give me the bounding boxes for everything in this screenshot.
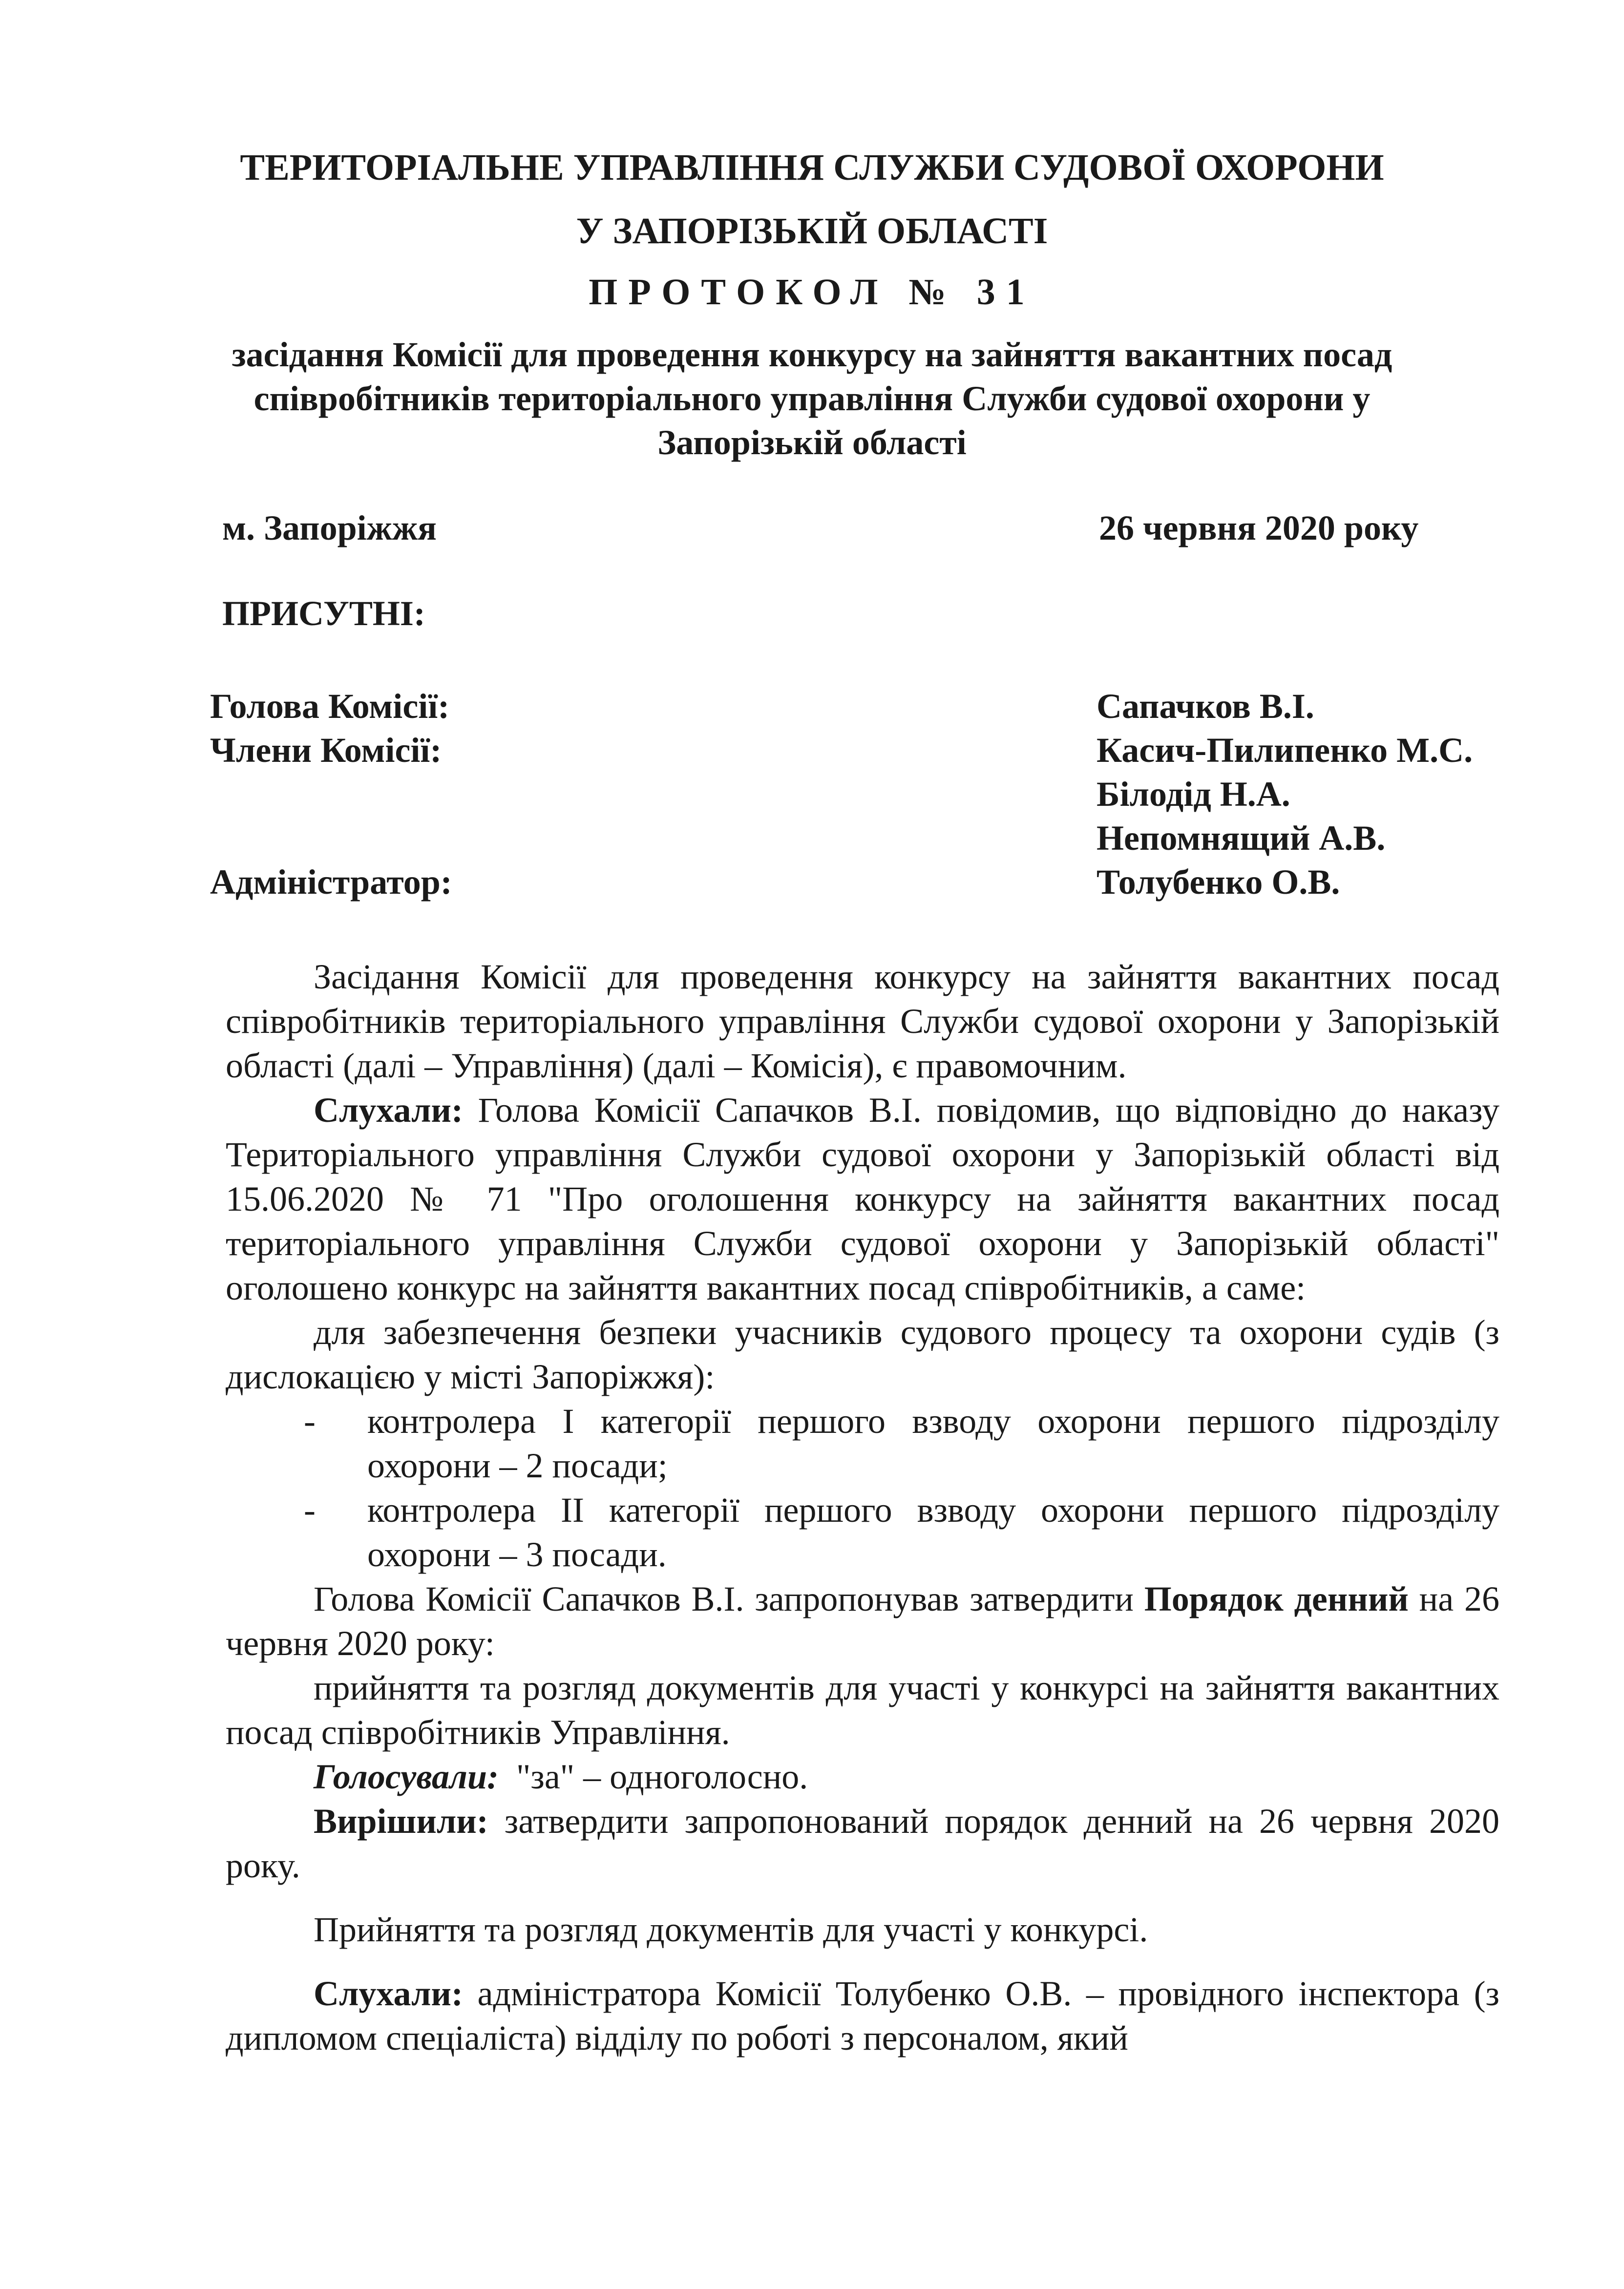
vote-text: "за" – одноголосно. [498, 1757, 808, 1796]
document-body [226, 955, 1499, 2060]
members-label: Члени Комісії: [210, 731, 442, 770]
member-name: Білодід Н.А. [1097, 775, 1290, 814]
paragraph-agenda-proposal [226, 1577, 1499, 1666]
paragraph-heard-chair [226, 1088, 1499, 1310]
admin-name: Толубенко О.В. [1097, 862, 1340, 902]
date: 26 червня 2020 року [1099, 508, 1419, 547]
member-name: Касич-Пилипенко М.С. [1097, 731, 1473, 770]
present-label: ПРИСУТНІ: [222, 594, 425, 633]
org-title-line1: ТЕРИТОРІАЛЬНЕ УПРАВЛІННЯ СЛУЖБИ СУДОВОЇ ОХОРОНИ [240, 147, 1384, 188]
decided-text: затвердити запропонований порядок денний на 26 червня 2020 року. [226, 1802, 1499, 1885]
paragraph-decision [226, 1799, 1499, 1888]
vote-label: Голосували: [314, 1757, 499, 1796]
admin-label: Адміністратор: [210, 862, 452, 902]
org-title-line2: У ЗАПОРІЗЬКІЙ ОБЛАСТІ [576, 210, 1048, 252]
subtitle-line1: засідання Комісії для проведення конкурсу на зайняття вакантних посад [232, 335, 1392, 374]
paragraph-quorum: Засідання Комісії для проведення конкурсу на зайняття вакантних посад співробітників територіального управління Служби судової охорони у Запорізькій області (далі – Управління) (далі – Комісія), є правомочним. [226, 957, 1499, 1085]
member-name: Непомнящий А.В. [1097, 819, 1386, 858]
heard-label: Слухали: [314, 1974, 463, 2013]
decided-label: Вирішили: [314, 1802, 488, 1841]
heard-text: Голова Комісії Сапачков В.І. повідомив, що відповідно до наказу Територіального управління Служби судової охорони у Запорізькій області від 15.06.2020 № 71 "Про оголошення конкурсу на зайняття вакантних посад територіального управління Служби судової охорони у Запорізькій області" оголошено конкурс на зайняття вакантних посад співробітників, а саме: [226, 1091, 1499, 1307]
paragraph-heard-admin [226, 1972, 1499, 2060]
list-marker: - [304, 1402, 316, 1441]
subtitle-line3: Запорізькій області [657, 423, 967, 462]
agenda-text-before: Голова Комісії Сапачков В.І. запропонував затвердити [314, 1579, 1144, 1618]
heard-text: адміністратора Комісії Толубенко О.В. – провідного інспектора (з дипломом спеціаліста) відділу по роботі з персоналом, який [226, 1974, 1499, 2058]
subtitle-line2: співробітників територіального управління Служби судової охорони у [253, 379, 1371, 418]
agenda-bold: Порядок денний [1144, 1579, 1409, 1618]
list-item-text: контролера І категорії першого взводу охорони першого підрозділу охорони – 2 посади; [367, 1402, 1499, 1485]
list-item [226, 1488, 1499, 1577]
chair-name: Сапачков В.І. [1097, 687, 1314, 726]
agenda-text-after: на 26 червня 2020 року: [226, 1579, 1499, 1663]
city: м. Запоріжжя [222, 508, 437, 547]
paragraph-vote [226, 1755, 1499, 1799]
chair-label: Голова Комісії: [210, 687, 450, 726]
paragraph-purpose: для забезпечення безпеки учасників судового процесу та охорони судів (з дислокацією у місті Запоріжжя): [226, 1313, 1499, 1396]
paragraph-agenda-item: прийняття та розгляд документів для участі у конкурсі на зайняття вакантних посад співробітників Управління. [226, 1668, 1499, 1752]
heard-label: Слухали: [314, 1091, 463, 1130]
protocol-title: ПРОТОКОЛ № 31 [589, 272, 1035, 313]
list-marker: - [304, 1491, 316, 1530]
list-item [226, 1399, 1499, 1488]
paragraph-section-heading: Прийняття та розгляд документів для участі у конкурсі. [314, 1910, 1148, 1949]
list-item-text: контролера ІІ категорії першого взводу охорони першого підрозділу охорони – 3 посади. [367, 1491, 1499, 1574]
